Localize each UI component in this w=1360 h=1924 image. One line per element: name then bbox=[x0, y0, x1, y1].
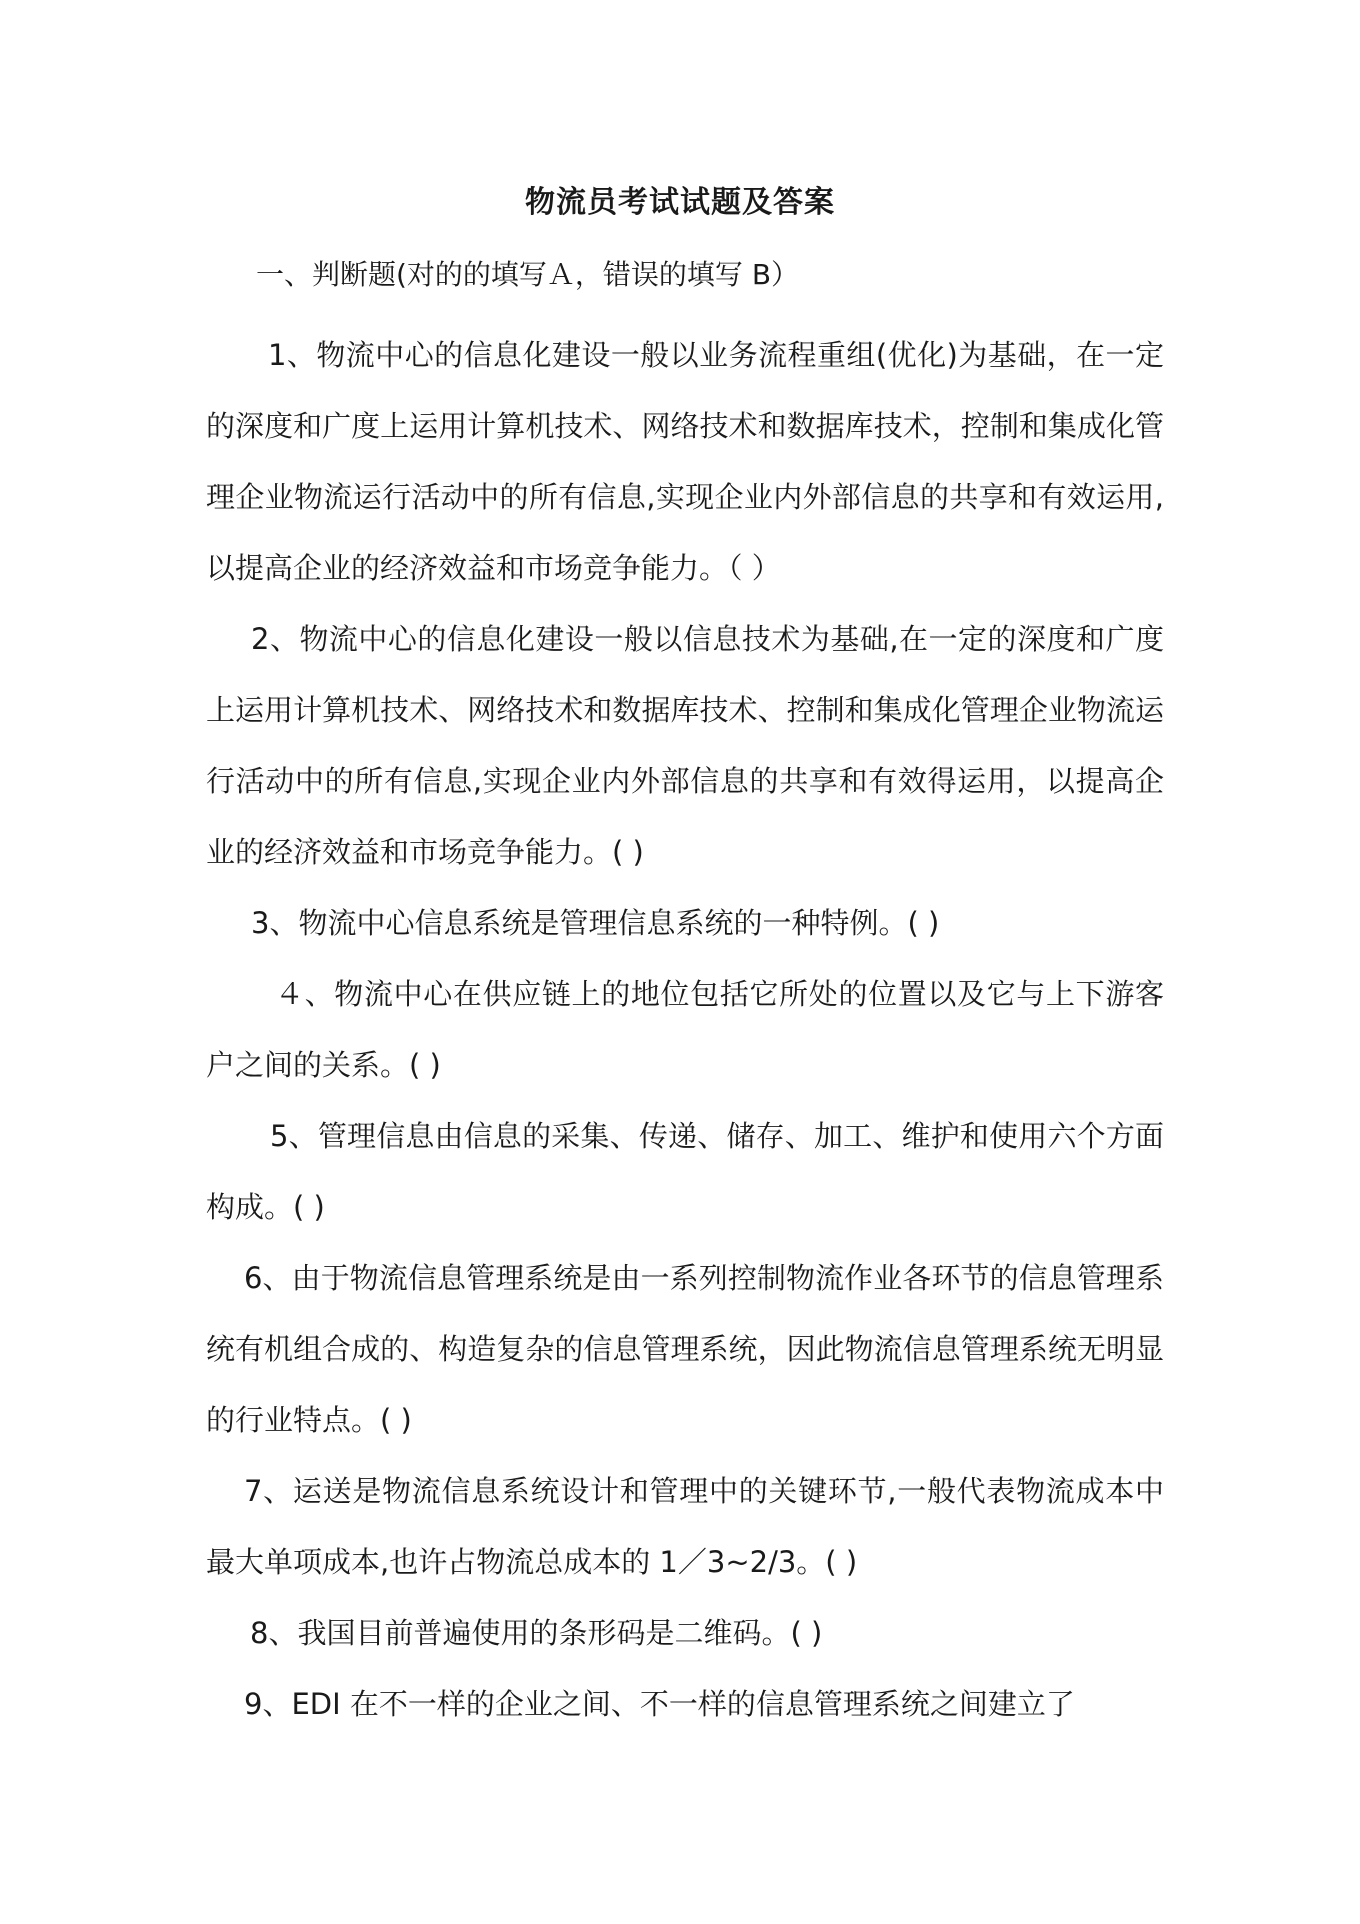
question-4: ４、物流中心在供应链上的地位包括它所处的位置以及它与上下游客户之间的关系。( ) bbox=[206, 977, 1164, 1082]
question-9: 9、EDI 在不一样的企业之间、不一样的信息管理系统之间建立了 bbox=[244, 1687, 1075, 1721]
section-heading: 一、判断题(对的的填写Ａ，错误的填写 B） bbox=[256, 258, 800, 291]
question-7: 7、运送是物流信息系统设计和管理中的关键环节,一般代表物流成本中最大单项成本,也许占物流总成本的 1／3~2/3。( ) bbox=[206, 1474, 1164, 1579]
question-5: 5、管理信息由信息的采集、传递、储存、加工、维护和使用六个方面构成。( ) bbox=[206, 1119, 1164, 1224]
question-3: 3、物流中心信息系统是管理信息系统的一种特例。( ) bbox=[251, 906, 940, 940]
document-title: 物流员考试试题及答案 bbox=[525, 185, 835, 220]
question-6: 6、由于物流信息管理系统是由一系列控制物流作业各环节的信息管理系统有机组合成的、构造复杂的信息管理系统，因此物流信息管理系统无明显的行业特点。( ) bbox=[206, 1261, 1164, 1437]
question-8: 8、我国目前普遍使用的条形码是二维码。( ) bbox=[250, 1616, 823, 1650]
question-2: 2、物流中心的信息化建设一般以信息技术为基础,在一定的深度和广度上运用计算机技术、网络技术和数据库技术、控制和集成化管理企业物流运行活动中的所有信息,实现企业内外部信息的共享和有效得运用，以提高企业的经济效益和市场竞争能力。( ) bbox=[206, 622, 1164, 869]
question-1: 1、物流中心的信息化建设一般以业务流程重组(优化)为基础，在一定的深度和广度上运用计算机技术、网络技术和数据库技术，控制和集成化管理企业物流运行活动中的所有信息,实现企业内外部信息的共享和有效运用,以提高企业的经济效益和市场竞争能力。（ ） bbox=[206, 338, 1164, 585]
document-body bbox=[206, 250, 1164, 1740]
